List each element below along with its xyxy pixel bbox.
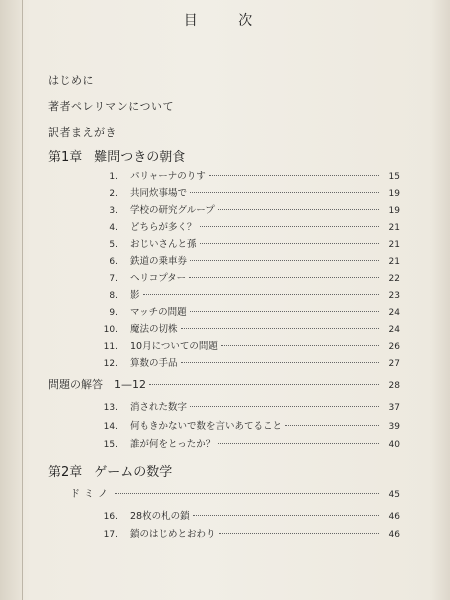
leader-dots <box>190 192 379 193</box>
leader-dots <box>200 226 379 227</box>
leader-dots <box>285 425 379 426</box>
toc-page <box>22 0 450 600</box>
toc-entry <box>92 338 400 354</box>
toc-entry <box>92 185 400 201</box>
entry-title: 魔法の切株 <box>130 324 178 335</box>
entry-number: 8. <box>109 291 118 301</box>
chapter-number: 第1章 <box>48 150 83 165</box>
chapter-number: 第2章 <box>48 465 83 480</box>
toc-entry <box>92 355 400 371</box>
entry-page: 22 <box>388 274 400 284</box>
entry-page: 21 <box>388 240 400 250</box>
toc-answers-entry <box>48 376 400 392</box>
entry-number: 4. <box>109 223 118 233</box>
entry-title: 学校の研究グループ <box>130 205 215 216</box>
entry-page: 24 <box>388 325 400 335</box>
entry-page: 45 <box>388 490 400 500</box>
entry-title: パリャーナのりす <box>130 171 206 182</box>
front-matter-translator-preface: 訳者まえがき <box>48 126 117 139</box>
entry-page: 19 <box>388 189 400 199</box>
entry-page: 19 <box>388 206 400 216</box>
entry-title: マッチの問題 <box>130 307 187 318</box>
front-matter-about-author: 著者ペレリマンについて <box>48 100 175 113</box>
chapter-1-heading <box>48 146 185 165</box>
entry-number: 13. <box>103 403 118 413</box>
entry-title: 誰が何をとったか？ <box>130 439 216 450</box>
leader-dots <box>190 260 379 261</box>
entry-page: 37 <box>388 403 400 413</box>
entry-number: 7. <box>109 274 118 284</box>
entry-number: 1. <box>109 172 118 182</box>
leader-dots <box>189 277 379 278</box>
leader-dots <box>209 175 379 176</box>
entry-page: 27 <box>388 359 400 369</box>
entry-title: 問題の解答 1—12 <box>48 378 146 391</box>
toc-entry <box>92 270 400 286</box>
page-title: 目 次 <box>183 13 271 29</box>
toc-entry <box>92 219 400 235</box>
toc-entry <box>92 202 400 218</box>
leader-dots <box>181 362 379 363</box>
toc-entry <box>92 236 400 252</box>
entry-page: 15 <box>388 172 400 182</box>
entry-title: 影 <box>130 290 140 301</box>
toc-entry <box>92 508 400 524</box>
entry-page: 21 <box>388 223 400 233</box>
leader-dots <box>190 406 379 407</box>
entry-page: 40 <box>388 440 400 450</box>
entry-title: 鎖のはじめとおわり <box>130 529 216 540</box>
leader-dots <box>200 243 379 244</box>
entry-title: 鉄道の乗車券 <box>130 256 188 267</box>
entry-title: 10月についての問題 <box>130 341 218 352</box>
front-matter-intro: はじめに <box>48 74 94 87</box>
entry-page: 24 <box>388 308 400 318</box>
entry-number: 10. <box>103 325 118 335</box>
toc-entry <box>92 321 400 337</box>
toc-entry <box>92 287 400 303</box>
chapter-title: 難問つきの朝食 <box>94 150 186 165</box>
leader-dots <box>218 209 379 210</box>
entry-title: 28枚の札の鎖 <box>130 511 190 522</box>
entry-page: 39 <box>388 422 400 432</box>
leader-dots <box>181 328 379 329</box>
chapter-2-heading <box>48 461 172 480</box>
entry-page: 46 <box>388 530 400 540</box>
toc-entry <box>92 399 400 415</box>
entry-number: 6. <box>109 257 118 267</box>
leader-dots <box>115 493 379 494</box>
entry-page: 26 <box>388 342 400 352</box>
entry-page: 46 <box>388 512 400 522</box>
entry-title: おじいさんと孫 <box>130 239 197 250</box>
toc-entry <box>92 168 400 184</box>
entry-title: 算数の手品 <box>130 358 178 369</box>
toc-entry <box>92 418 400 434</box>
entry-title: ヘリコプター <box>130 273 187 284</box>
toc-entry <box>92 304 400 320</box>
toc-section-entry <box>70 485 400 501</box>
toc-entry <box>92 526 400 542</box>
entry-number: 17. <box>103 530 118 540</box>
entry-page: 23 <box>388 291 400 301</box>
previous-page-edge <box>0 0 23 600</box>
entry-page: 28 <box>388 381 400 391</box>
entry-title: 共同炊事場で <box>130 188 188 199</box>
entry-number: 15. <box>103 440 118 450</box>
leader-dots <box>190 311 379 312</box>
leader-dots <box>219 533 379 534</box>
entry-number: 11. <box>103 342 118 352</box>
entry-title: 何もきかないで数を言いあてること <box>130 421 283 432</box>
entry-number: 9. <box>109 308 118 318</box>
entry-title: どちらが多く？ <box>130 222 197 233</box>
entry-number: 5. <box>109 240 118 250</box>
leader-dots <box>221 345 379 346</box>
leader-dots <box>143 294 379 295</box>
toc-entry <box>92 253 400 269</box>
toc-entry <box>92 436 400 452</box>
entry-number: 12. <box>103 359 118 369</box>
chapter-title: ゲームの数学 <box>94 465 173 480</box>
entry-title: 消された数字 <box>130 402 188 413</box>
entry-number: 16. <box>103 512 118 522</box>
leader-dots <box>218 443 379 444</box>
leader-dots <box>149 384 379 385</box>
leader-dots <box>193 515 379 516</box>
entry-number: 3. <box>109 206 118 216</box>
entry-number: 2. <box>109 189 118 199</box>
entry-number: 14. <box>103 422 118 432</box>
entry-title: ドミノ <box>70 489 112 500</box>
entry-page: 21 <box>388 257 400 267</box>
